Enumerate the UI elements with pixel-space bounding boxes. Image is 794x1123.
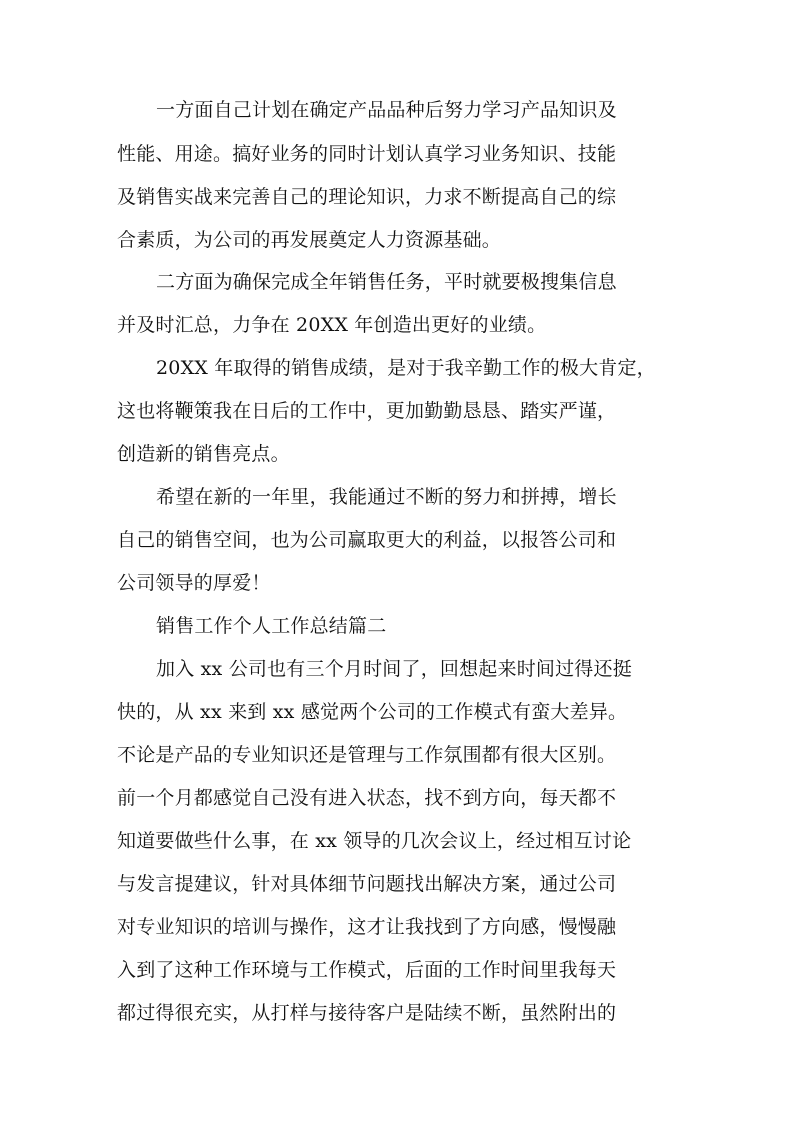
paragraph-1-line-1: 一方面自己计划在确定产品品种后努力学习产品知识及 <box>156 99 617 121</box>
paragraph-5-line-3: 不论是产品的专业知识还是管理与工作氛围都有很大区别。 <box>117 744 617 766</box>
paragraph-3-line-2: 这也将鞭策我在日后的工作中，更加勤勤恳恳、踏实严谨， <box>117 400 617 422</box>
paragraph-5-line-1: 加入 xx 公司也有三个月时间了，回想起来时间过得还挺 <box>156 658 632 680</box>
paragraph-5-line-8: 入到了这种工作环境与工作模式，后面的工作时间里我每天 <box>117 959 617 981</box>
paragraph-2-line-1: 二方面为确保完成全年销售任务，平时就要极搜集信息 <box>156 271 617 293</box>
paragraph-4-line-3: 公司领导的厚爱！ <box>117 572 271 594</box>
paragraph-1-line-3: 及销售实战来完善自己的理论知识，力求不断提高自己的综 <box>117 186 617 208</box>
paragraph-5-line-6: 与发言提建议，针对具体细节问题找出解决方案，通过公司 <box>117 873 617 895</box>
paragraph-5-line-5: 知道要做些什么事，在 xx 领导的几次会议上，经过相互讨论 <box>117 830 632 852</box>
section-heading: 销售工作个人工作总结篇二 <box>156 615 387 637</box>
paragraph-3-line-3: 创造新的销售亮点。 <box>117 443 290 465</box>
paragraph-1-line-2: 性能、用途。搞好业务的同时计划认真学习业务知识、技能 <box>117 143 617 165</box>
paragraph-4-line-1: 希望在新的一年里，我能通过不断的努力和拼搏，增长 <box>156 486 617 508</box>
paragraph-2-line-2: 并及时汇总，力争在 20XX 年创造出更好的业绩。 <box>117 314 547 336</box>
paragraph-4-line-2: 自己的销售空间，也为公司赢取更大的利益，以报答公司和 <box>117 529 617 551</box>
paragraph-5-line-9: 都过得很充实，从打样与接待客户是陆续不断，虽然附出的 <box>117 1002 617 1024</box>
paragraph-5-line-7: 对专业知识的培训与操作，这才让我找到了方向感，慢慢融 <box>117 916 617 938</box>
paragraph-5-line-4: 前一个月都感觉自己没有进入状态，找不到方向，每天都不 <box>117 787 617 809</box>
paragraph-5-line-2: 快的，从 xx 来到 xx 感觉两个公司的工作模式有蛮大差异。 <box>117 701 628 723</box>
paragraph-3-line-1: 20XX 年取得的销售成绩，是对于我辛勤工作的极大肯定， <box>156 357 656 379</box>
paragraph-1-line-4: 合素质，为公司的再发展奠定人力资源基础。 <box>117 229 502 251</box>
